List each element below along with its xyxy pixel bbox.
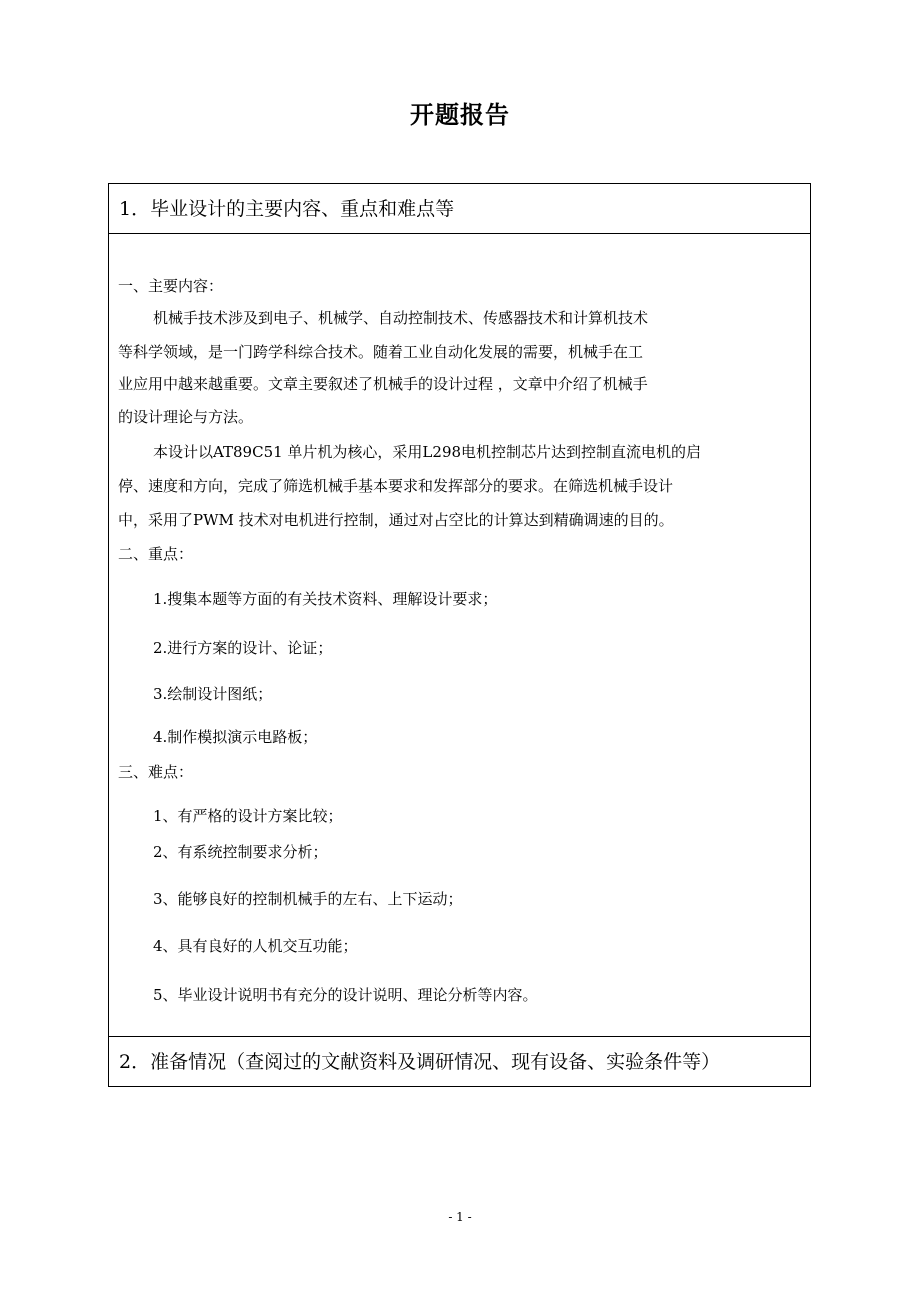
main-content-line: 业应用中越来越重要。文章主要叙述了机械手的设计过程 ，文章中介绍了机械手	[118, 375, 648, 393]
key-point-item: 3.绘制设计图纸；	[153, 685, 273, 703]
difficulty-item: 5、毕业设计说明书有充分的设计说明、理论分析等内容。	[153, 986, 538, 1004]
difficulties-heading: 三、难点：	[118, 763, 194, 781]
main-content-line: 机械手技术涉及到电子、机械学、自动控制技术、传感器技术和计算机技术	[153, 309, 649, 327]
key-point-item: 4.制作模拟演示电路板；	[153, 728, 318, 746]
main-content-heading: 一、主要内容：	[118, 277, 224, 295]
section1-heading: 1．毕业设计的主要内容、重点和难点等	[109, 184, 810, 234]
difficulty-item: 3、能够良好的控制机械手的左右、上下运动；	[153, 890, 463, 908]
page-title: 开题报告	[410, 101, 510, 129]
key-point-item: 2.进行方案的设计、论证；	[153, 639, 333, 657]
section1-content	[109, 235, 810, 1035]
section2-heading: 2．准备情况（查阅过的文献资料及调研情况、现有设备、实验条件等）	[109, 1036, 810, 1086]
key-points-heading: 二、重点：	[118, 545, 194, 563]
main-content-line: 等科学领域，是一门跨学科综合技术。随着工业自动化发展的需要，机械手在工	[118, 343, 644, 361]
main-content-line: 本设计以AT89C51 单片机为核心，采用L298电机控制芯片达到控制直流电机的启	[153, 443, 702, 461]
difficulty-item: 4、具有良好的人机交互功能；	[153, 937, 358, 955]
report-table	[108, 183, 811, 1087]
difficulty-item: 1、有严格的设计方案比较；	[153, 807, 343, 825]
difficulty-item: 2、有系统控制要求分析；	[153, 843, 328, 861]
key-point-item: 1.搜集本题等方面的有关技术资料、理解设计要求；	[153, 590, 498, 608]
main-content-line: 停、速度和方向，完成了筛选机械手基本要求和发挥部分的要求。在筛选机械手设计	[118, 477, 674, 495]
main-content-line: 中，采用了PWM 技术对电机进行控制，通过对占空比的计算达到精确调速的目的。	[118, 511, 674, 529]
page-number: - 1 -	[448, 1210, 472, 1224]
main-content-line: 的设计理论与方法。	[118, 408, 254, 426]
